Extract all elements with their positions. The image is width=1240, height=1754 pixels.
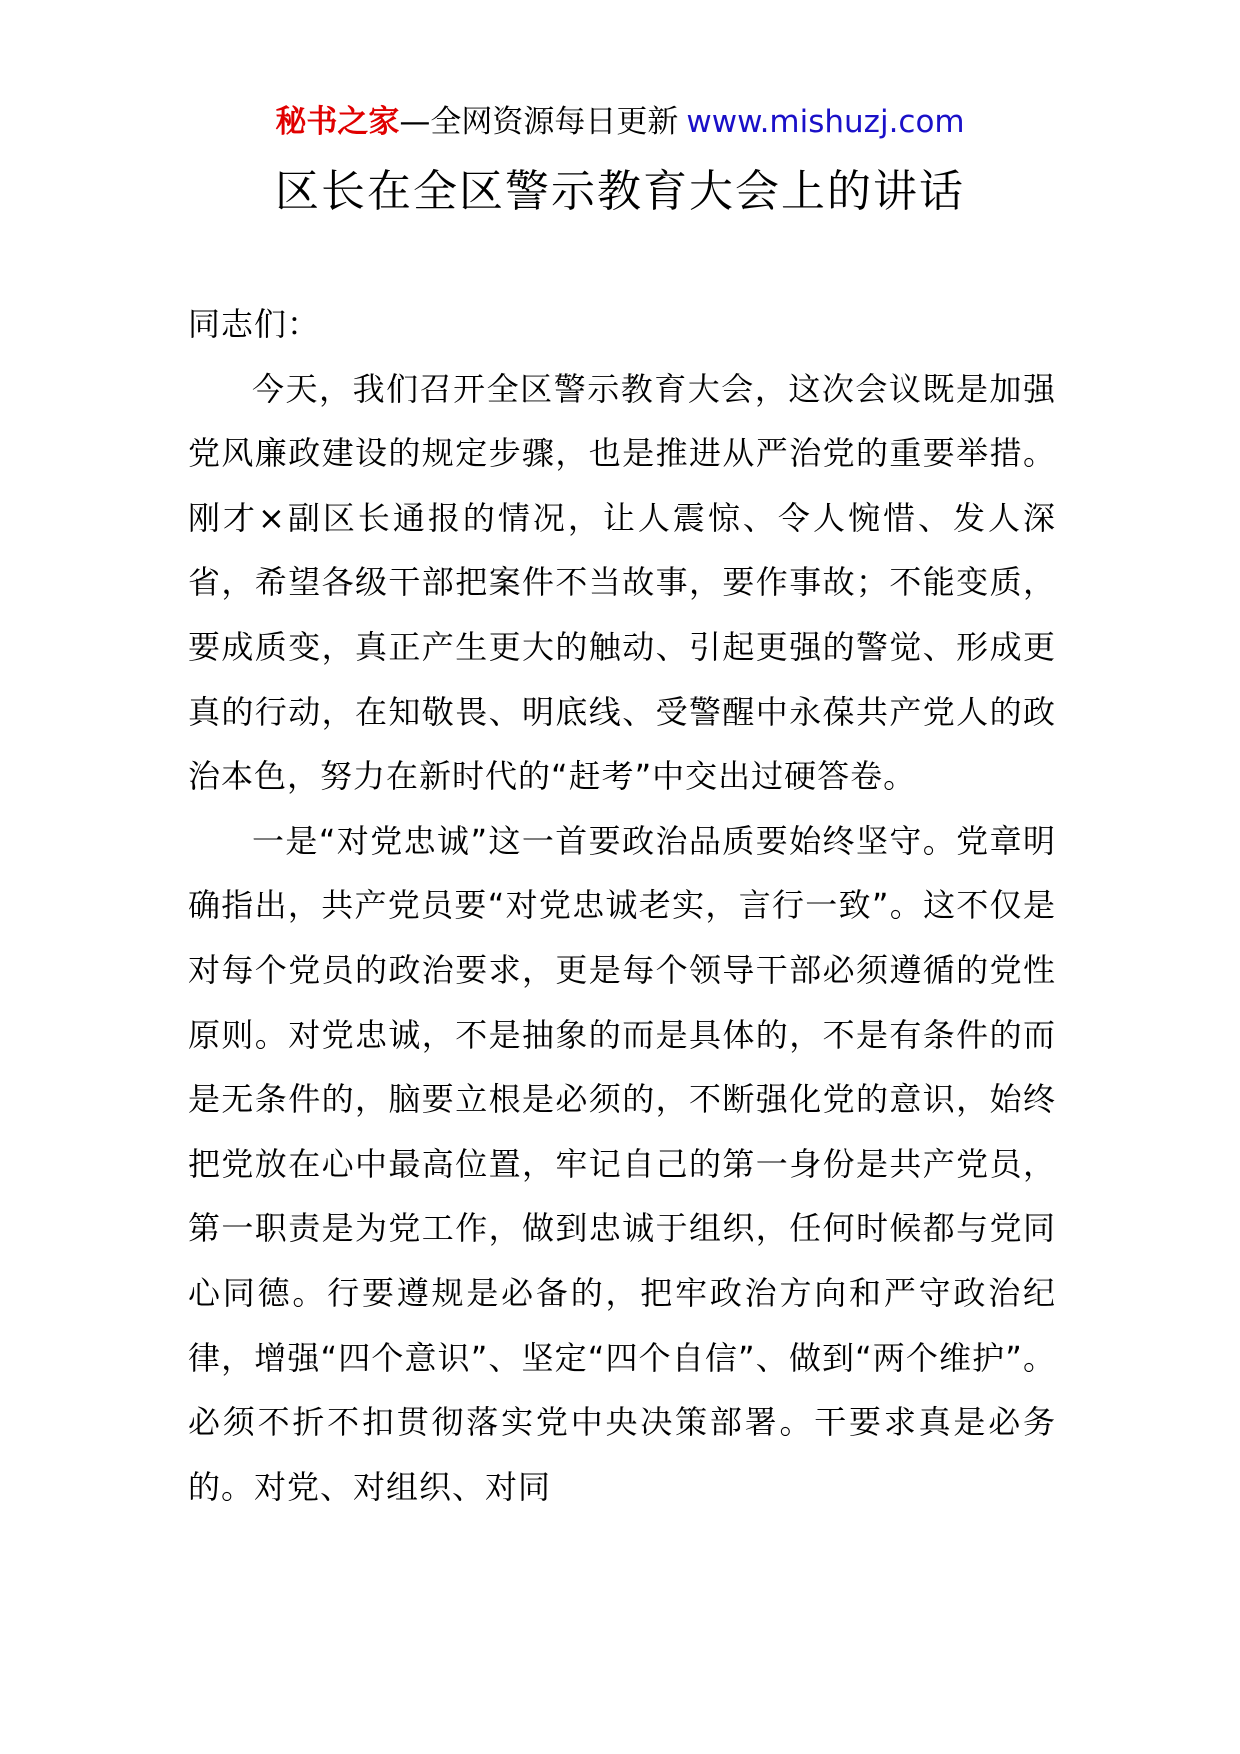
body-paragraph: 一是“对党忠诚”这一首要政治品质要始终坚守。党章明确指出，共产党员要“对党忠诚老实，言行一致”。这不仅是对每个党员的政治要求，更是每个领导干部必须遵循的党性原则。对党忠诚，不是抽象的而是具体的，不是有条件的而是无条件的，脑要立根是必须的，不断强化党的意识，始终把党放在心中最高位置，牢记自己的第一身份是共产党员，第一职责是为党工作，做到忠诚于组织，任何时候都与党同心同德。行要遵规是必备的，把牢政治方向和严守政治纪律，增强“四个意识”、坚定“四个自信”、做到“两个维护”。必须不折不扣贯彻落实党中央决策部署。干要求真是必务的。对党、对组织、对同 [188, 821, 1056, 1506]
site-link[interactable]: www.mishuzj.com [686, 104, 965, 140]
document-title: 区长在全区警示教育大会上的讲话 [275, 166, 965, 217]
site-header [0, 100, 1240, 144]
header-slogan: —全网资源每日更新 [399, 104, 679, 140]
salutation: 同志们： [188, 305, 321, 343]
brand-name: 秘书之家 [275, 104, 400, 140]
body-paragraph: 今天，我们召开全区警示教育大会，这次会议既是加强党风廉政建设的规定步骤，也是推进从严治党的重要举措。刚才×副区长通报的情况，让人震惊、令人惋惜、发人深省，希望各级干部把案件不当故事，要作事故；不能变质，要成质变，真正产生更大的触动、引起更强的警觉、形成更真的行动，在知敬畏、明底线、受警醒中永葆共产党人的政治本色，努力在新时代的“赶考”中交出过硬答卷。 [188, 369, 1056, 796]
document-body [188, 292, 1056, 1519]
